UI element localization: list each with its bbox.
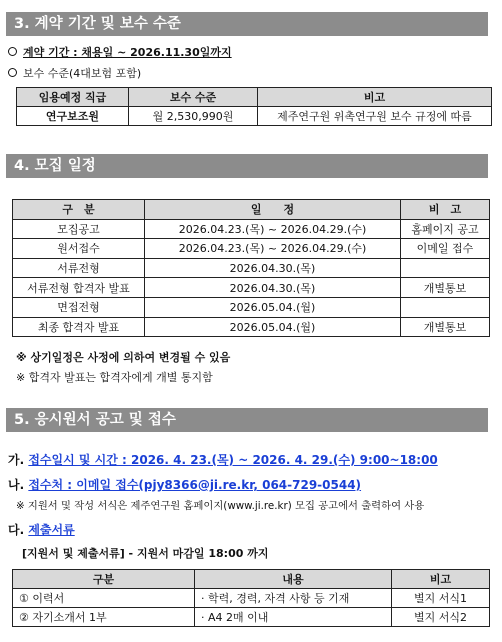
item-prefix: 가. [8,453,29,467]
table-cell: 별지 서식2 [392,608,490,627]
table-row [13,589,490,608]
table-row [13,258,490,278]
col-header: 임용예정 직급 [17,88,129,107]
table-cell: ② 자기소개서 1부 [13,608,195,627]
table-cell: · 학력, 경력, 자격 사항 등 기재 [195,589,392,608]
table-cell: 면접전형 [13,297,145,317]
documents-table [12,569,490,627]
section3-title: 3. 계약 기간 및 보수 수준 [6,12,488,36]
table-row [13,608,490,627]
table-cell: · A4 2매 이내 [195,608,392,627]
table-cell: 2026.04.30.(목) [145,258,401,278]
item-prefix: 나. [8,478,29,492]
documents-heading-text: 제출서류 [28,523,75,537]
schedule-note-2: ※ 합격자 발표는 합격자에게 개별 통지함 [16,371,213,384]
table-cell: 연구보조원 [17,107,129,126]
documents-subheading: [지원서 및 제출서류] - 지원서 마감일 18:00 까지 [22,547,269,560]
pay-table [16,87,492,126]
col-header: 보수 수준 [129,88,258,107]
table-cell: 원서접수 [13,239,145,259]
table-cell: 2026.04.23.(목) ~ 2026.04.29.(수) [145,219,401,239]
pay-level-text: 보수 수준(4대보험 포함) [23,67,142,80]
table-cell: 이메일 접수 [401,239,490,259]
receipt-place-text: 접수처 : 이메일 접수(pjy8366@ji.re.kr, 064-729-0544) [28,478,362,492]
table-cell: 별지 서식1 [392,589,490,608]
table-cell: 2026.04.30.(목) [145,278,401,298]
table-row [13,317,490,337]
table-cell: 개별통보 [401,317,490,337]
col-header: 비고 [258,88,492,107]
table-row [13,297,490,317]
table-cell: 2026.04.23.(목) ~ 2026.04.29.(수) [145,239,401,259]
section5-title: 5. 응시원서 공고 및 접수 [6,408,488,432]
table-cell: 최종 합격자 발표 [13,317,145,337]
documents-table-header [13,570,490,589]
table-row [13,239,490,259]
circle-bullet-icon [8,68,17,77]
pay-level-line [8,65,141,81]
circle-bullet-icon [8,47,17,56]
table-cell: 홈페이지 공고 [401,219,490,239]
table-cell: 모집공고 [13,219,145,239]
download-note: ※ 지원서 및 작성 서식은 제주연구원 홈페이지(www.ji.re.kr) 모집 공고에서 출력하여 사용 [16,500,425,512]
contract-period-text: 계약 기간 : 채용일 ~ 2026.11.30일까지 [23,46,232,59]
pay-table-header [17,88,492,107]
col-header: 구분 [13,570,195,589]
item-prefix: 다. [8,523,29,537]
contract-period-line [8,44,232,60]
table-cell: ① 이력서 [13,589,195,608]
schedule-table [12,199,490,337]
table-cell: 서류전형 합격자 발표 [13,278,145,298]
col-header: 내용 [195,570,392,589]
table-cell: 개별통보 [401,278,490,298]
table-row [13,278,490,298]
table-cell [401,258,490,278]
table-cell: 2026.05.04.(월) [145,317,401,337]
table-row [13,219,490,239]
receipt-place-line [8,476,361,493]
receipt-period-line [8,451,438,468]
col-header: 일 정 [145,200,401,220]
col-header: 구 분 [13,200,145,220]
table-cell: 제주연구원 위촉연구원 보수 규정에 따름 [258,107,492,126]
table-cell [401,297,490,317]
documents-heading [8,521,75,538]
table-cell: 월 2,530,990원 [129,107,258,126]
table-row [17,107,492,126]
receipt-period-text: 접수일시 및 시간 : 2026. 4. 23.(목) ~ 2026. 4. 29.(수) 9:00~18:00 [28,453,438,467]
schedule-note-1: ※ 상기일정은 사정에 의하여 변경될 수 있음 [16,351,231,364]
col-header: 비 고 [401,200,490,220]
col-header: 비고 [392,570,490,589]
table-cell: 서류전형 [13,258,145,278]
table-cell: 2026.05.04.(월) [145,297,401,317]
section4-title: 4. 모집 일정 [6,154,488,178]
schedule-table-header [13,200,490,220]
